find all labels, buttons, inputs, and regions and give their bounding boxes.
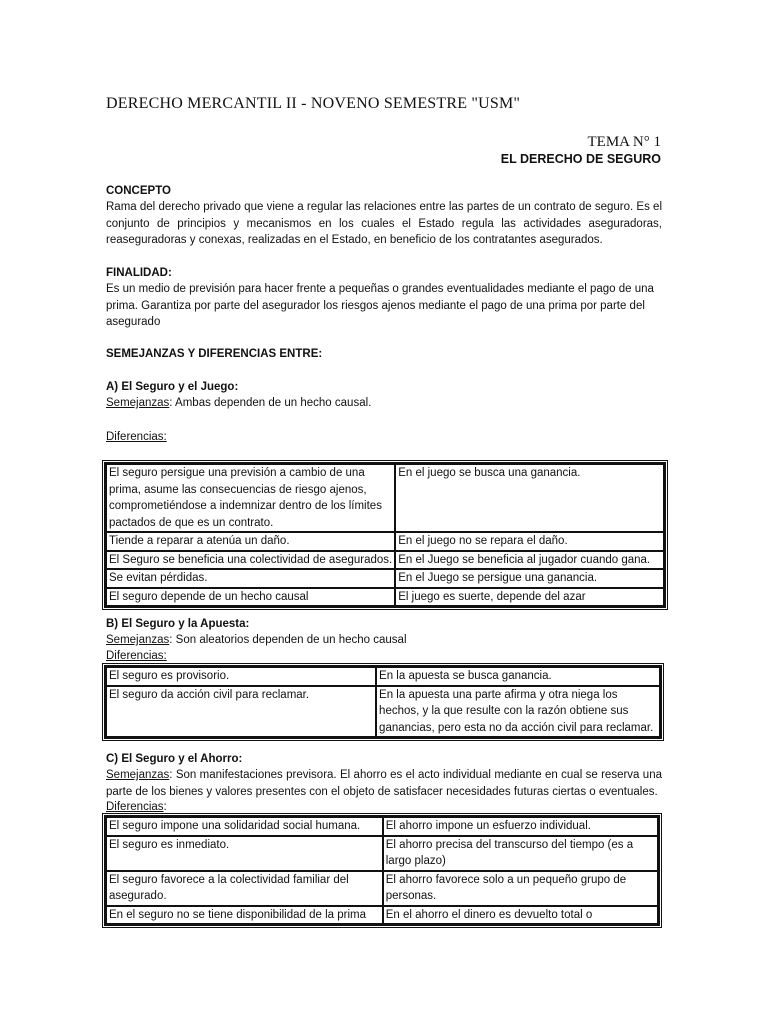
table-cell: El ahorro impone un esfuerzo individual.	[383, 817, 658, 836]
semejanzas-text: : Son manifestaciones previsora. El ahorro es el acto individual mediante en cual se reserva una parte de los bienes y valores presentes con el objeto de satisfacer necesidades futuras ciertas o eventuales.	[106, 769, 662, 798]
table-row	[106, 569, 664, 588]
semejanzas-label: Semejanzas	[106, 634, 170, 646]
diferencias-suffix: :	[163, 801, 167, 813]
table-seguro-ahorro	[104, 815, 660, 926]
finalidad-text: Es un medio de previsión para hacer frente a pequeñas o grandes eventualidades mediante el pago de una prima. Garantiza por parte del asegurador los riesgos ajenos mediante el pago de una prima por parte del asegurado	[106, 283, 654, 328]
section-a-semejanzas	[106, 395, 662, 412]
section-b-heading: B) El Seguro y la Apuesta:	[106, 618, 250, 630]
table-cell: El seguro es inmediato.	[106, 836, 383, 871]
semejanzas-text: : Son aleatorios dependen de un hecho causal	[169, 634, 407, 646]
section-b-diferencias	[106, 648, 662, 665]
finalidad-heading: FINALIDAD:	[106, 267, 172, 279]
table-cell: En la apuesta se busca ganancia.	[376, 667, 660, 686]
table-cell: En el Juego se persigue una ganancia.	[395, 569, 664, 588]
table-row	[106, 588, 664, 607]
table-row	[106, 817, 658, 836]
table-row	[106, 551, 664, 570]
section-c-diferencias	[106, 799, 662, 816]
semejanzas-diferencias-heading: SEMEJANZAS Y DIFERENCIAS ENTRE:	[106, 348, 323, 360]
table-row	[106, 532, 664, 551]
table-row	[106, 906, 658, 925]
diferencias-suffix: :	[163, 650, 167, 662]
table-row	[106, 686, 660, 738]
concepto-heading: CONCEPTO	[106, 185, 171, 197]
section-a-heading: A) El Seguro y el Juego:	[106, 381, 239, 393]
table-cell: Se evitan pérdidas.	[106, 569, 395, 588]
diferencias-suffix: :	[163, 431, 167, 443]
section-c-heading: C) El Seguro y el Ahorro:	[106, 753, 243, 765]
diferencias-label: Diferencias	[106, 801, 164, 813]
table-row	[106, 464, 664, 532]
table-cell: El seguro es provisorio.	[106, 667, 376, 686]
table-cell: En el juego se busca una ganancia.	[395, 464, 664, 532]
table-cell: El ahorro favorece solo a un pequeño grupo de personas.	[383, 871, 658, 906]
diferencias-label: Diferencias	[106, 650, 164, 662]
table-cell: El seguro persigue una previsión a cambio de una prima, asume las consecuencias de riesgo ajenos, comprometiéndose a indemnizar dentro de los límites pactados de que es un contrato.	[106, 464, 395, 532]
document-subtitle: EL DERECHO DE SEGURO	[500, 152, 661, 166]
semejanzas-label: Semejanzas	[106, 769, 170, 781]
table-cell: En el Juego se beneficia al jugador cuando gana.	[395, 551, 664, 570]
document-title: DERECHO MERCANTIL II - NOVENO SEMESTRE "USM"	[106, 95, 521, 112]
table-cell: El seguro impone una solidaridad social humana.	[106, 817, 383, 836]
section-b-semejanzas	[106, 632, 662, 649]
diferencias-label: Diferencias	[106, 431, 164, 443]
table-cell: En la apuesta una parte afirma y otra niega los hechos, y la que resulte con la razón obtiene sus ganancias, pero esta no da acción civil para reclamar.	[376, 686, 660, 738]
table-cell: El seguro depende de un hecho causal	[106, 588, 395, 607]
semejanzas-text: : Ambas dependen de un hecho causal.	[169, 397, 372, 409]
table-cell: El Seguro se beneficia una colectividad de asegurados.	[106, 551, 395, 570]
table-cell: El seguro da acción civil para reclamar.	[106, 686, 376, 738]
table-cell: En el seguro no se tiene disponibilidad de la prima	[106, 906, 383, 925]
section-c-semejanzas	[106, 767, 662, 800]
semejanzas-label: Semejanzas	[106, 397, 170, 409]
section-a-diferencias	[106, 429, 662, 446]
table-row	[106, 871, 658, 906]
table-cell: En el ahorro el dinero es devuelto total o	[383, 906, 658, 925]
table-cell: El ahorro precisa del transcurso del tiempo (es a largo plazo)	[383, 836, 658, 871]
table-cell: El juego es suerte, depende del azar	[395, 588, 664, 607]
table-cell: El seguro favorece a la colectividad familiar del asegurado.	[106, 871, 383, 906]
concepto-text: Rama del derecho privado que viene a regular las relaciones entre las partes de un contrato de seguro. Es el conjunto de principios y mecanismos en los cuales el Estado regula las actividades aseguradoras, reaseguradoras y conexas, realizadas en el Estado, en beneficio de los contratantes asegurados.	[106, 201, 662, 246]
table-cell: Tiende a reparar a atenúa un daño.	[106, 532, 395, 551]
table-row	[106, 836, 658, 871]
table-seguro-apuesta	[104, 665, 662, 739]
tema-number: TEMA N° 1	[587, 134, 661, 150]
table-row	[106, 667, 660, 686]
table-cell: En el juego no se repara el daño.	[395, 532, 664, 551]
table-seguro-juego	[104, 462, 666, 608]
